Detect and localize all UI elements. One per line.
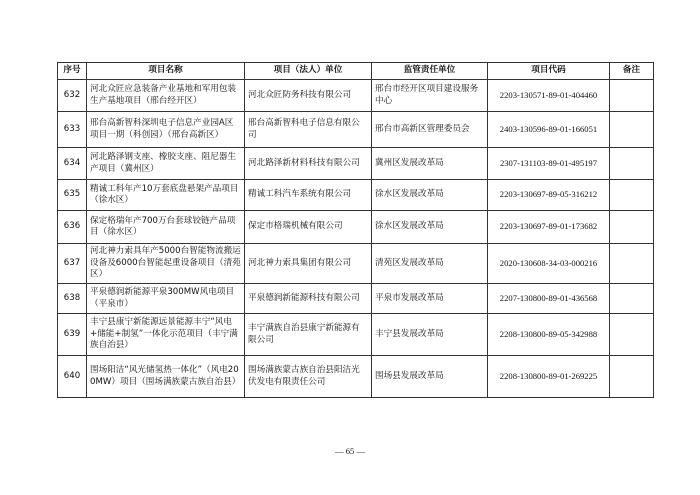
cell-project-name: 河北众匠应急装备产业基地和军用包装生产基地项目（邢台经开区）	[87, 80, 245, 112]
cell-no: 638	[58, 284, 87, 314]
cell-project-code: 2208-130800-89-05-342988	[488, 314, 610, 356]
cell-no: 634	[58, 148, 87, 180]
cell-supervising-dept: 丰宁县发展改革局	[372, 314, 488, 356]
cell-remark	[610, 356, 654, 398]
cell-no: 637	[58, 244, 87, 284]
cell-supervising-dept: 徐水区发展改革局	[372, 211, 488, 244]
cell-remark	[610, 284, 654, 314]
cell-legal-unit: 河北众匠防务科技有限公司	[245, 80, 372, 112]
cell-supervising-dept: 冀州区发展改革局	[372, 148, 488, 180]
table-row	[58, 80, 654, 112]
cell-remark	[610, 244, 654, 284]
cell-supervising-dept: 徐水区发展改革局	[372, 180, 488, 211]
cell-supervising-dept: 清苑区发展改革局	[372, 244, 488, 284]
cell-no: 632	[58, 80, 87, 112]
table-row	[58, 148, 654, 180]
cell-project-code: 2203-130571-89-01-404460	[488, 80, 610, 112]
cell-remark	[610, 180, 654, 211]
cell-project-code: 2307-131103-89-01-495197	[488, 148, 610, 180]
table-row	[58, 356, 654, 398]
table-row	[58, 211, 654, 244]
cell-project-name: 平泉德润新能源平泉300MW风电项目（平泉市）	[87, 284, 245, 314]
cell-no: 636	[58, 211, 87, 244]
cell-remark	[610, 211, 654, 244]
cell-legal-unit: 邢台高新智科电子信息有限公司	[245, 112, 372, 148]
project-list-table	[57, 62, 654, 398]
cell-remark	[610, 314, 654, 356]
header-legal-unit: 项目（法人）单位	[245, 63, 372, 80]
table-row	[58, 112, 654, 148]
cell-supervising-dept: 邢台市高新区管理委员会	[372, 112, 488, 148]
cell-legal-unit: 丰宁满族自治县康宁新能源有限公司	[245, 314, 372, 356]
header-supervising-dept: 监管责任单位	[372, 63, 488, 80]
header-project-name: 项目名称	[87, 63, 245, 80]
table-row	[58, 314, 654, 356]
cell-project-name: 邢台高新智科深圳电子信息产业园A区项目一期（科创园）（邢台高新区）	[87, 112, 245, 148]
table-row	[58, 284, 654, 314]
cell-remark	[610, 112, 654, 148]
cell-no: 640	[58, 356, 87, 398]
cell-legal-unit: 平泉德润新能源科技有限公司	[245, 284, 372, 314]
cell-project-code: 2020-130608-34-03-000216	[488, 244, 610, 284]
cell-legal-unit: 精诚工科汽车系统有限公司	[245, 180, 372, 211]
table-header-row	[58, 63, 654, 80]
cell-project-name: 精诚工科年产10万套底盘悬架产品项目（徐水区）	[87, 180, 245, 211]
cell-project-code: 2207-130800-89-01-436568	[488, 284, 610, 314]
cell-project-code: 2203-130697-89-05-316212	[488, 180, 610, 211]
cell-project-code: 2208-130800-89-01-269225	[488, 356, 610, 398]
cell-legal-unit: 河北神力索具集团有限公司	[245, 244, 372, 284]
cell-supervising-dept: 平泉市发展改革局	[372, 284, 488, 314]
cell-project-code: 2203-130697-89-01-173682	[488, 211, 610, 244]
cell-supervising-dept: 围场县发展改革局	[372, 356, 488, 398]
table-row	[58, 244, 654, 284]
cell-remark	[610, 80, 654, 112]
cell-project-name: 围场阳洁“风光储氢热一体化”（风电200MW）项目（围场满族蒙古族自治县）	[87, 356, 245, 398]
page-number: — 65 —	[334, 446, 366, 456]
cell-project-name: 河北路泽钢支座、橡胶支座、阻尼器生产项目（冀州区）	[87, 148, 245, 180]
header-project-code: 项目代码	[488, 63, 610, 80]
cell-legal-unit: 河北路泽新材料科技有限公司	[245, 148, 372, 180]
cell-legal-unit: 保定市格瑞机械有限公司	[245, 211, 372, 244]
cell-project-name: 河北神力索具年产5000台智能物流搬运设备及6000台智能起重设备项目（清苑区）	[87, 244, 245, 284]
header-no: 序号	[58, 63, 87, 80]
cell-no: 635	[58, 180, 87, 211]
cell-supervising-dept: 邢台市经开区项目建设服务中心	[372, 80, 488, 112]
cell-no: 639	[58, 314, 87, 356]
cell-remark	[610, 148, 654, 180]
cell-no: 633	[58, 112, 87, 148]
table-row	[58, 180, 654, 211]
cell-project-name: 丰宁县康宁新能源远景能源丰宁“风电+储能+制氢”一体化示范项目（丰宁满族自治县）	[87, 314, 245, 356]
cell-project-name: 保定格瑞年产700万台套球铰链产品项目（徐水区）	[87, 211, 245, 244]
cell-legal-unit: 围场满族蒙古族自治县阳洁光伏发电有限责任公司	[245, 356, 372, 398]
header-remark: 备注	[610, 63, 654, 80]
cell-project-code: 2403-130596-89-01-166051	[488, 112, 610, 148]
